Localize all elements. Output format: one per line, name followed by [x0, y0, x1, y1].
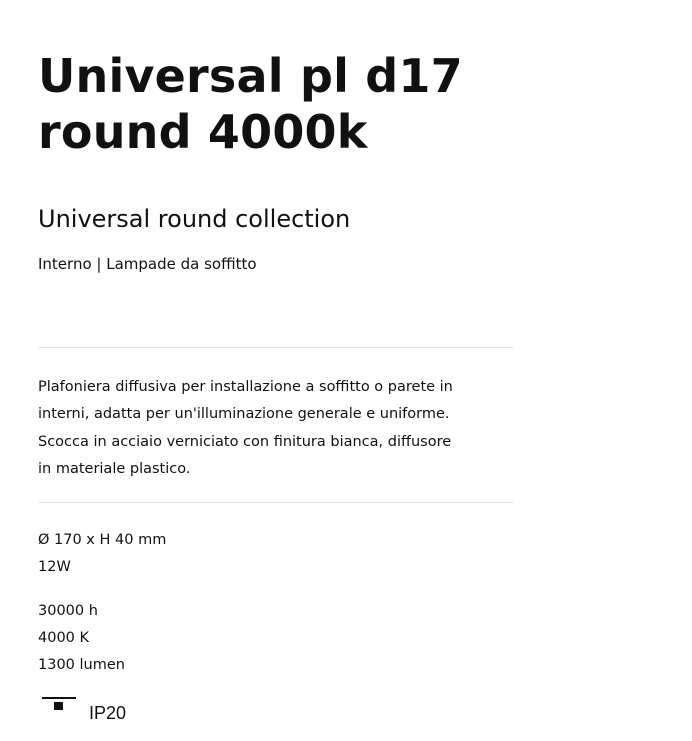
description-line: Scocca in acciaio verniciato con finitura bianca, diffusore: [38, 433, 452, 450]
divider: [38, 502, 514, 503]
spec-luminous-flux: 1300 lumen: [38, 657, 125, 673]
description-line: in materiale plastico.: [38, 460, 191, 477]
spec-group-lighting: [38, 598, 125, 679]
product-title-line-1: Universal pl d17: [38, 49, 463, 103]
ip-rating-label: IP20: [89, 703, 127, 723]
protection-rating: [42, 694, 242, 726]
spec-dimensions: Ø 170 x H 40 mm: [38, 532, 167, 548]
description-line: interni, adatta per un'illuminazione generale e uniforme.: [38, 406, 450, 423]
spec-power: 12W: [38, 559, 71, 575]
spec-group-physical: [38, 527, 166, 581]
category-breadcrumb: Interno | Lampade da soffitto: [38, 255, 257, 273]
description-line: Plafoniera diffusiva per installazione a soffitto o parete in: [38, 379, 453, 395]
product-description: [38, 374, 514, 483]
ceiling-mount-icon: [42, 696, 80, 712]
product-title-line-2: round 4000k: [38, 105, 368, 159]
divider: [38, 347, 514, 348]
collection-name: Universal round collection: [38, 205, 351, 233]
spec-color-temperature: 4000 K: [38, 630, 90, 646]
spec-lifetime: 30000 h: [38, 603, 98, 619]
product-title: [38, 48, 598, 160]
